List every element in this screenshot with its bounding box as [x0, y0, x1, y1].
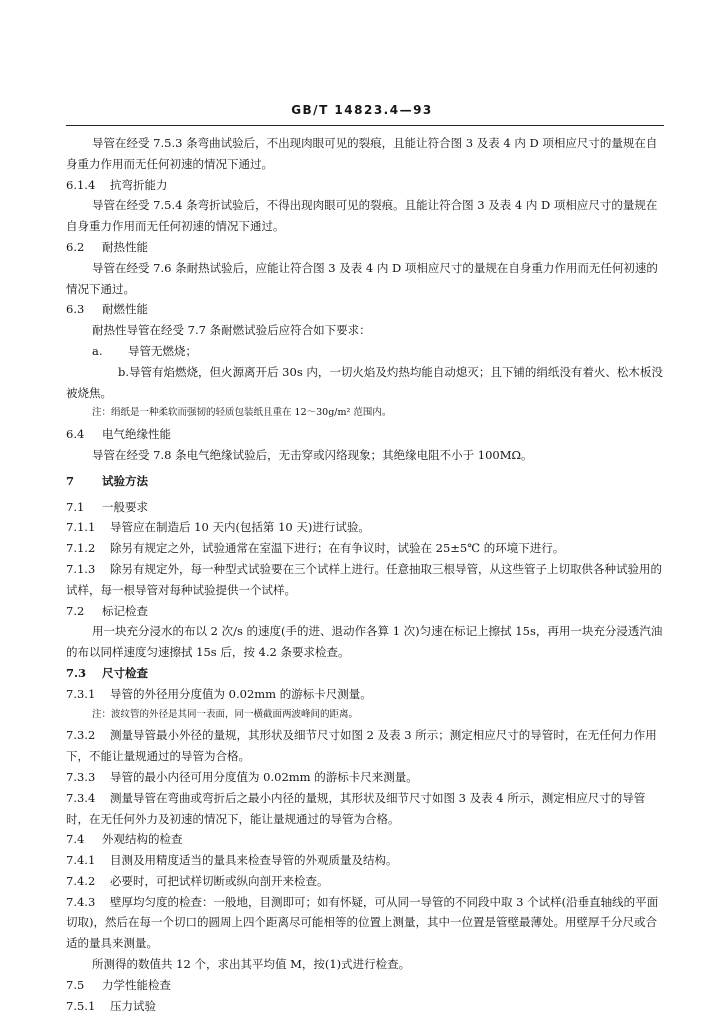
- paragraph-6-4: 导管在经受 7.8 条电气绝缘试验后，无击穿或闪络现象；其绝缘电阻不小于 100MΩ。: [92, 447, 533, 462]
- section-number: 7.1.2: [66, 541, 96, 556]
- paragraph-bending-result: 导管在经受 7.5.3 条弯曲试验后，不出现肉眼可见的裂痕，且能让符合图 3 及表 4 内 D 项相应尺寸的量规在自身重力作用而无任何初速的情况下通过。: [66, 136, 658, 171]
- section-7-1-1: [66, 517, 664, 538]
- paragraph-6-3: 耐热性导管在经受 7.7 条耐燃试验后应符合如下要求：: [92, 323, 371, 338]
- section-title: 尺寸检查: [102, 665, 148, 680]
- section-number: 7.4.2: [66, 873, 96, 888]
- note-7-3-1: 注：波纹管的外径是其同一表面，同一横截面两波峰间的距离。: [92, 708, 359, 720]
- section-6-3: [66, 299, 664, 320]
- section-text: 除另有规定之外，试验通常在室温下进行；在有争议时，试验在 25±5℃ 的环境下进行。: [110, 541, 565, 556]
- document-body: [66, 133, 664, 1016]
- section-7-5-1: [66, 996, 664, 1017]
- section-7-3-2: [66, 725, 664, 767]
- list-item-b: [66, 362, 664, 404]
- section-title: 电气绝缘性能: [102, 427, 171, 442]
- paragraph-7-2: 用一块充分浸水的布以 2 次/s 的速度(手的进、退动作各算 1 次)匀速在标记上擦拭 15s，再用一块充分浸透汽油的布以同样速度匀速擦拭 15s 后，按 4.2 条要求检查。: [66, 624, 663, 660]
- section-title: 耐燃性能: [102, 302, 148, 317]
- section-title: 标记检查: [102, 603, 148, 618]
- section-7-4: [66, 829, 664, 850]
- section-title: 压力试验: [110, 998, 156, 1013]
- section-7-1-2: [66, 538, 664, 559]
- section-text: 导管的最小内径可用分度值为 0.02mm 的游标卡尺来测量。: [110, 769, 418, 784]
- page-header: GB/T 14823.4—93: [291, 103, 433, 117]
- section-text: 壁厚均匀度的检查：一般地，目测即可；如有怀疑，可从同一导管的不同段中取 3 个试样(沿垂直轴线的平面切取)，然后在每一个切口的圆周上四个距离尽可能相等的位置上测量，其中一位置是管壁最薄处。用壁厚千分尺或合适的量具来测量。: [66, 894, 659, 951]
- section-number: 7.4.1: [66, 853, 96, 868]
- section-number: 6.3: [66, 302, 85, 317]
- list-marker: b.: [118, 364, 130, 379]
- section-7-5: [66, 975, 664, 996]
- section-7-3-3: [66, 767, 664, 788]
- section-text: 除另有规定外，每一种型式试验要在三个试样上进行。任意抽取三根导管，从这些管子上切取供各种试验用的试样，每一根导管对每种试验提供一个试样。: [66, 561, 662, 597]
- section-number: 7.1.3: [66, 561, 96, 576]
- section-number: 7.4.3: [66, 894, 96, 909]
- section-text: 测量导管最小外径的量规，其形状及细节尺寸如图 2 及表 3 所示；测定相应尺寸的导管时，在无任何力作用下，不能让量规通过的导管为合格。: [66, 728, 657, 764]
- section-6-1-4: [66, 175, 664, 196]
- paragraph-7-4-3-result: 所测得的数值共 12 个，求出其平均值 M，按(1)式进行检查。: [92, 957, 411, 972]
- section-number: 7.3.2: [66, 728, 96, 743]
- section-number: 7.3.1: [66, 686, 96, 701]
- section-number: 7.3.4: [66, 790, 96, 805]
- section-number: 6.4: [66, 427, 85, 442]
- section-text: 目测及用精度适当的量具来检查导管的外观质量及结构。: [110, 853, 398, 868]
- section-number: 7.4: [66, 832, 85, 847]
- section-number: 7.5.1: [66, 998, 96, 1013]
- header-rule: [66, 125, 664, 126]
- section-text: 测量导管在弯曲或弯折后之最小内径的量规，其形状及细节尺寸如图 3 及表 4 所示，测定相应尺寸的导管时，在无任何外力及初速的情况下，能让量规通过的导管为合格。: [66, 790, 646, 826]
- section-number: 6.1.4: [66, 177, 96, 192]
- section-7-2: [66, 601, 664, 622]
- section-number: 7: [66, 473, 75, 488]
- list-text: 导管无燃烧；: [128, 343, 197, 358]
- section-7-3: [66, 663, 664, 684]
- section-7-1-3: [66, 559, 664, 601]
- section-title: 抗弯折能力: [110, 177, 168, 192]
- section-7-3-1: [66, 684, 664, 705]
- section-6-4: [66, 424, 664, 445]
- section-text: 导管的外径用分度值为 0.02mm 的游标卡尺测量。: [110, 686, 372, 701]
- section-7: [66, 471, 664, 492]
- section-title: 耐热性能: [102, 239, 148, 254]
- list-text: 导管有焰燃烧，但火源离开后 30s 内，一切火焰及灼热均能自动熄灭；且下铺的绢纸没有着火、松木板没被烧焦。: [66, 364, 663, 400]
- section-number: 7.2: [66, 603, 85, 618]
- paragraph-6-2: 导管在经受 7.6 条耐热试验后，应能让符合图 3 及表 4 内 D 项相应尺寸的量规在自身重力作用而无任何初速的情况下通过。: [66, 260, 658, 296]
- section-text: 导管应在制造后 10 天内(包括第 10 天)进行试验。: [110, 520, 370, 535]
- section-title: 试验方法: [102, 473, 148, 488]
- section-7-4-3: [66, 892, 664, 954]
- list-item-a: [66, 341, 664, 362]
- section-number: 6.2: [66, 239, 85, 254]
- section-7-4-2: [66, 871, 664, 892]
- section-number: 7.1.1: [66, 520, 96, 535]
- section-6-2: [66, 237, 664, 258]
- section-number: 7.5: [66, 977, 85, 992]
- section-7-4-1: [66, 850, 664, 871]
- section-title: 力学性能检查: [102, 977, 171, 992]
- section-title: 一般要求: [102, 499, 148, 514]
- note-6-3: 注：绢纸是一种柔软而强韧的轻质包装纸且重在 12～30g/m² 范围内。: [92, 407, 392, 419]
- section-number: 7.3.3: [66, 769, 96, 784]
- section-title: 外观结构的检查: [102, 832, 183, 847]
- section-7-1: [66, 497, 664, 518]
- section-7-3-4: [66, 788, 664, 830]
- section-number: 7.3: [66, 665, 87, 680]
- list-marker: a.: [92, 343, 103, 358]
- section-number: 7.1: [66, 499, 85, 514]
- paragraph-6-1-4: 导管在经受 7.5.4 条弯折试验后，不得出现肉眼可见的裂痕。且能让符合图 3 及表 4 内 D 项相应尺寸的量规在自身重力作用而无任何初速的情况下通过。: [66, 198, 658, 234]
- section-text: 必要时，可把试样切断或纵向剖开来检查。: [110, 873, 329, 888]
